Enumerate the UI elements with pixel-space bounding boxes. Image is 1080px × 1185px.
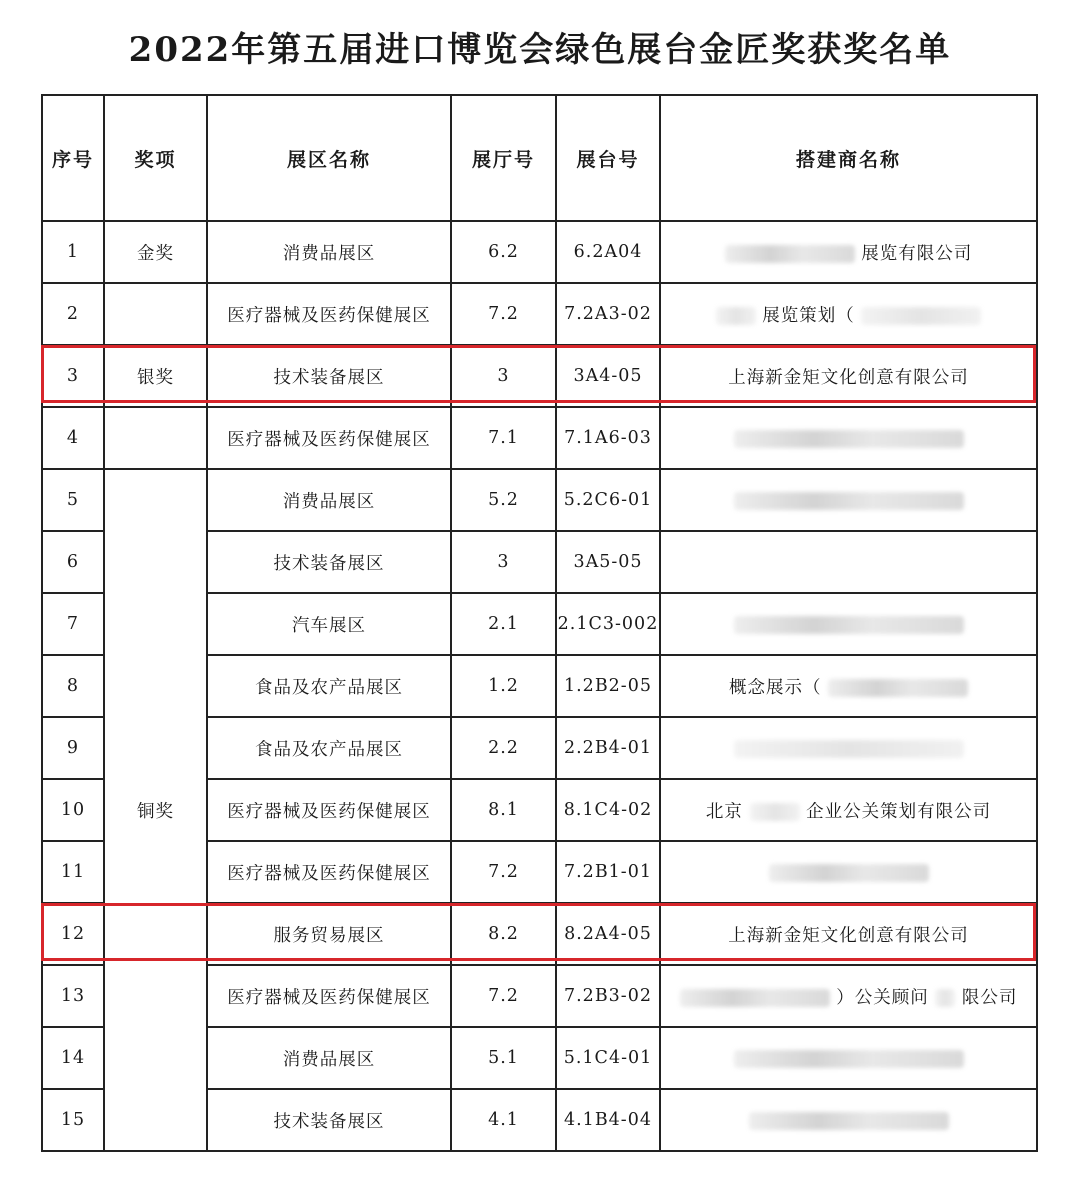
award-table — [41, 94, 1038, 1152]
builder-partial: ）公关顾问 — [836, 987, 929, 1008]
booth-cell: 3A5-05 — [556, 531, 660, 593]
header-award: 奖项 — [104, 95, 207, 221]
redacted-text — [749, 1112, 949, 1130]
seq-cell: 1 — [42, 221, 104, 283]
builder-cell: 上海新金矩文化创意有限公司 — [660, 345, 1037, 407]
zone-cell: 消费品展区 — [207, 469, 451, 531]
builder-cell — [660, 221, 1037, 283]
hall-cell: 6.2 — [451, 221, 556, 283]
redacted-text — [734, 1050, 964, 1068]
seq-cell: 4 — [42, 407, 104, 469]
zone-cell: 服务贸易展区 — [207, 903, 451, 965]
hall-cell: 7.2 — [451, 841, 556, 903]
redacted-text — [734, 616, 964, 634]
hall-cell: 7.1 — [451, 407, 556, 469]
builder-cell: 上海新金矩文化创意有限公司 — [660, 903, 1037, 965]
booth-cell: 7.1A6-03 — [556, 407, 660, 469]
award-cell-bronze: 铜奖 — [104, 469, 207, 1151]
seq-cell: 3 — [42, 345, 104, 407]
redacted-text — [750, 803, 800, 821]
hall-cell: 5.1 — [451, 1027, 556, 1089]
builder-partial: 展览策划（ — [762, 305, 855, 326]
builder-cell — [660, 1089, 1037, 1151]
zone-cell: 食品及农产品展区 — [207, 655, 451, 717]
zone-cell: 技术装备展区 — [207, 345, 451, 407]
builder-cell — [660, 779, 1037, 841]
hall-cell: 3 — [451, 531, 556, 593]
zone-cell: 食品及农产品展区 — [207, 717, 451, 779]
redacted-text — [734, 740, 964, 758]
document-title: 2022年第五届进口博览会绿色展台金匠奖获奖名单 — [128, 30, 952, 70]
booth-cell: 4.1B4-04 — [556, 1089, 660, 1151]
booth-cell: 8.2A4-05 — [556, 903, 660, 965]
seq-cell: 13 — [42, 965, 104, 1027]
header-hall: 展厅号 — [451, 95, 556, 221]
header-zone: 展区名称 — [207, 95, 451, 221]
builder-cell — [660, 593, 1037, 655]
seq-cell: 5 — [42, 469, 104, 531]
builder-cell — [660, 717, 1037, 779]
zone-cell: 医疗器械及医药保健展区 — [207, 407, 451, 469]
table-row — [42, 407, 1037, 469]
redacted-text — [680, 989, 830, 1007]
header-row — [42, 95, 1037, 221]
award-cell-empty — [104, 283, 207, 345]
seq-cell: 9 — [42, 717, 104, 779]
seq-cell: 10 — [42, 779, 104, 841]
booth-cell: 5.1C4-01 — [556, 1027, 660, 1089]
builder-partial: 概念展示（ — [728, 677, 822, 698]
table-row — [42, 345, 1037, 407]
booth-cell: 2.2B4-01 — [556, 717, 660, 779]
table-row — [42, 221, 1037, 283]
header-booth: 展台号 — [556, 95, 660, 221]
seq-cell: 15 — [42, 1089, 104, 1151]
builder-partial-2: 企业公关策划有限公司 — [806, 801, 992, 822]
booth-cell: 8.1C4-02 — [556, 779, 660, 841]
builder-cell — [660, 965, 1037, 1027]
hall-cell: 2.1 — [451, 593, 556, 655]
hall-cell: 1.2 — [451, 655, 556, 717]
zone-cell: 技术装备展区 — [207, 1089, 451, 1151]
zone-cell: 医疗器械及医药保健展区 — [207, 841, 451, 903]
booth-cell: 7.2A3-02 — [556, 283, 660, 345]
seq-cell: 11 — [42, 841, 104, 903]
booth-cell: 3A4-05 — [556, 345, 660, 407]
table-row — [42, 283, 1037, 345]
table-row — [42, 469, 1037, 531]
builder-partial: 北京 — [705, 801, 743, 822]
hall-cell: 7.2 — [451, 965, 556, 1027]
redacted-text — [716, 307, 756, 325]
builder-cell — [660, 283, 1037, 345]
booth-cell: 5.2C6-01 — [556, 469, 660, 531]
zone-cell: 汽车展区 — [207, 593, 451, 655]
builder-cell — [660, 531, 1037, 593]
zone-cell: 消费品展区 — [207, 1027, 451, 1089]
zone-cell: 医疗器械及医药保健展区 — [207, 779, 451, 841]
booth-cell: 7.2B1-01 — [556, 841, 660, 903]
booth-cell: 6.2A04 — [556, 221, 660, 283]
seq-cell: 2 — [42, 283, 104, 345]
builder-cell — [660, 469, 1037, 531]
builder-cell — [660, 655, 1037, 717]
builder-cell — [660, 407, 1037, 469]
hall-cell: 3 — [451, 345, 556, 407]
redacted-text — [734, 430, 964, 448]
redacted-text — [828, 679, 968, 697]
builder-cell — [660, 841, 1037, 903]
redacted-text — [725, 245, 855, 263]
redacted-text — [861, 307, 981, 325]
booth-cell: 7.2B3-02 — [556, 965, 660, 1027]
seq-cell: 12 — [42, 903, 104, 965]
builder-partial: 展览有限公司 — [861, 243, 973, 264]
award-cell-gold: 金奖 — [104, 221, 207, 283]
zone-cell: 医疗器械及医药保健展区 — [207, 965, 451, 1027]
hall-cell: 5.2 — [451, 469, 556, 531]
zone-cell: 医疗器械及医药保健展区 — [207, 283, 451, 345]
hall-cell: 4.1 — [451, 1089, 556, 1151]
hall-cell: 7.2 — [451, 283, 556, 345]
hall-cell: 8.2 — [451, 903, 556, 965]
zone-cell: 技术装备展区 — [207, 531, 451, 593]
seq-cell: 6 — [42, 531, 104, 593]
header-builder: 搭建商名称 — [660, 95, 1037, 221]
hall-cell: 8.1 — [451, 779, 556, 841]
redacted-text — [935, 989, 955, 1007]
award-cell-silver: 银奖 — [104, 345, 207, 407]
seq-cell: 8 — [42, 655, 104, 717]
redacted-text — [734, 492, 964, 510]
zone-cell: 消费品展区 — [207, 221, 451, 283]
header-seq: 序号 — [42, 95, 104, 221]
hall-cell: 2.2 — [451, 717, 556, 779]
redacted-text — [769, 864, 929, 882]
booth-cell: 2.1C3-002 — [556, 593, 660, 655]
builder-partial-2: 限公司 — [961, 987, 1018, 1008]
booth-cell: 1.2B2-05 — [556, 655, 660, 717]
builder-cell — [660, 1027, 1037, 1089]
seq-cell: 7 — [42, 593, 104, 655]
award-cell-empty — [104, 407, 207, 469]
seq-cell: 14 — [42, 1027, 104, 1089]
